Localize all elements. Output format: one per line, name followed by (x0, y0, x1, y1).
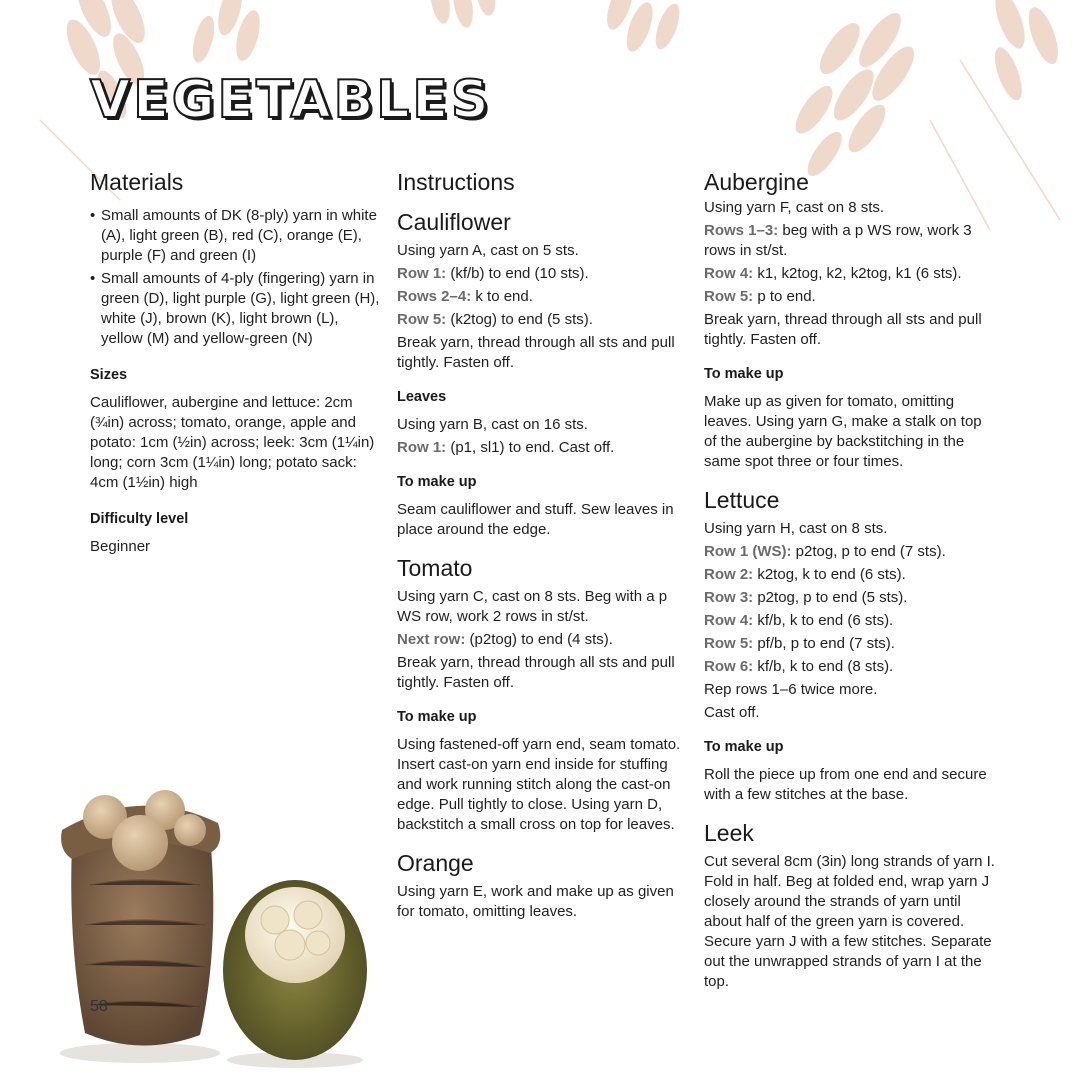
row-text: (k2tog) to end (5 sts). (446, 311, 593, 328)
make-up-heading: To make up (397, 474, 477, 490)
pattern-row (704, 287, 996, 307)
pattern-row (704, 634, 996, 654)
leek-heading: Leek (704, 820, 754, 846)
leaves-heading: Leaves (397, 389, 447, 405)
pattern-row (397, 287, 689, 307)
make-up-heading: To make up (704, 739, 784, 755)
aubergine-lettuce-leek-column (704, 166, 996, 992)
row-label: Row 1: (397, 265, 447, 282)
cauliflower-intro: Using yarn A, cast on 5 sts. (397, 242, 579, 259)
tomato-intro: Using yarn C, cast on 8 sts. Beg with a p WS row, work 2 rows in st/st. (397, 588, 668, 625)
row-text: k1, k2tog, k2, k2tog, k1 (6 sts). (753, 265, 962, 282)
pattern-row (704, 611, 996, 631)
sizes-text: Cauliflower, aubergine and lettuce: 2cm (¾in) across; tomato, orange, apple and potato: 1cm (½in) across; leek: 3cm (1¼in) long; corn 3cm (1¼in) long; potato sack: 4cm (1½in) high (90, 394, 375, 491)
aubergine-heading: Aubergine (704, 169, 809, 195)
pattern-row (397, 264, 689, 284)
row-label: Row 5: (704, 288, 754, 305)
difficulty-text: Beginner (90, 538, 151, 555)
row-text: (kf/b) to end (10 sts). (446, 265, 589, 282)
row-label: Row 3: (704, 589, 754, 606)
row-text: k2tog, k to end (6 sts). (753, 566, 906, 583)
materials-list (90, 206, 380, 349)
row-label: Row 2: (704, 566, 754, 583)
pattern-row (397, 438, 689, 458)
row-text: k to end. (471, 288, 533, 305)
leek-text: Cut several 8cm (3in) long strands of yarn I. Fold in half. Beg at folded end, wrap yarn J closely around the strands of yarn until about half of the green yarn is covered. Secure yarn J with a few stitches. Separate out the unwrapped strands of yarn I at the top. (704, 853, 995, 990)
pattern-row (397, 630, 689, 650)
row-text: beg with a p WS row, work 3 rows in st/st. (704, 222, 972, 259)
pattern-row (704, 565, 996, 585)
make-up-text: Make up as given for tomato, omitting leaves. Using yarn G, make a stalk on top of the aubergine by backstitching in the same spot three or four times. (704, 393, 982, 470)
lettuce-heading: Lettuce (704, 487, 780, 513)
difficulty-heading: Difficulty level (90, 511, 189, 527)
materials-column (90, 166, 380, 557)
materials-item: • Small amounts of DK (8-ply) yarn in white (A), light green (B), red (C), orange (E), purple (F) and green (I) (90, 206, 380, 266)
aubergine-intro: Using yarn F, cast on 8 sts. (704, 199, 885, 216)
cauliflower (223, 880, 367, 1068)
row-label: Row 5: (397, 311, 447, 328)
page-title: VEGETABLES (90, 70, 492, 130)
instructions-heading: Instructions (397, 169, 515, 195)
row-text: (p2tog) to end (4 sts). (465, 631, 613, 648)
orange-heading: Orange (397, 850, 474, 876)
row-label: Rows 1–3: (704, 222, 779, 239)
row-label: Next row: (397, 631, 466, 648)
page-number: 58 (90, 998, 108, 1015)
materials-heading: Materials (90, 169, 184, 195)
lettuce-cast-off: Cast off. (704, 704, 760, 721)
make-up-text: Roll the piece up from one end and secure with a few stitches at the base. (704, 766, 987, 803)
lettuce-intro: Using yarn H, cast on 8 sts. (704, 520, 888, 537)
sizes-heading: Sizes (90, 367, 128, 383)
row-text: kf/b, k to end (6 sts). (753, 612, 894, 629)
tomato-heading: Tomato (397, 555, 473, 581)
row-label: Row 1: (397, 439, 447, 456)
instructions-column (397, 166, 689, 922)
pattern-row (397, 310, 689, 330)
materials-item: • Small amounts of 4-ply (fingering) yarn in green (D), light purple (G), light green (H), white (J), brown (K), light brown (L), yellow (M) and yellow-green (N) (90, 269, 380, 349)
row-text: p2tog, p to end (5 sts). (753, 589, 908, 606)
orange-text: Using yarn E, work and make up as given for tomato, omitting leaves. (397, 883, 674, 920)
make-up-heading: To make up (397, 709, 477, 725)
pattern-row (704, 221, 996, 261)
make-up-text: Using fastened-off yarn end, seam tomato. Insert cast-on yarn end inside for stuffing and work running stitch along the cast-on edge. Pull tightly to close. Using yarn D, backstitch a small cross on top for leaves. (397, 736, 681, 833)
pattern-row (704, 588, 996, 608)
make-up-text: Seam cauliflower and stuff. Sew leaves in place around the edge. (397, 501, 674, 538)
lettuce-repeat: Rep rows 1–6 twice more. (704, 681, 878, 698)
row-text: p2tog, p to end (7 sts). (791, 543, 946, 560)
make-up-heading: To make up (704, 366, 784, 382)
row-text: kf/b, k to end (8 sts). (753, 658, 894, 675)
row-label: Row 4: (704, 612, 754, 629)
row-label: Row 4: (704, 265, 754, 282)
pattern-row (704, 264, 996, 284)
potato-sack (60, 790, 220, 1063)
cauliflower-finish: Break yarn, thread through all sts and pull tightly. Fasten off. (397, 334, 675, 371)
cauliflower-heading: Cauliflower (397, 209, 511, 235)
row-label: Rows 2–4: (397, 288, 472, 305)
tomato-finish: Break yarn, thread through all sts and pull tightly. Fasten off. (397, 654, 675, 691)
leaves-intro: Using yarn B, cast on 16 sts. (397, 416, 588, 433)
pattern-row (704, 657, 996, 677)
row-text: pf/b, p to end (7 sts). (753, 635, 895, 652)
pattern-row (704, 542, 996, 562)
row-label: Row 1 (WS): (704, 543, 792, 560)
row-label: Row 5: (704, 635, 754, 652)
row-label: Row 6: (704, 658, 754, 675)
aubergine-finish: Break yarn, thread through all sts and pull tightly. Fasten off. (704, 311, 982, 348)
row-text: (p1, sl1) to end. Cast off. (446, 439, 615, 456)
knitted-vegetables-photo (50, 775, 370, 1075)
row-text: p to end. (753, 288, 816, 305)
